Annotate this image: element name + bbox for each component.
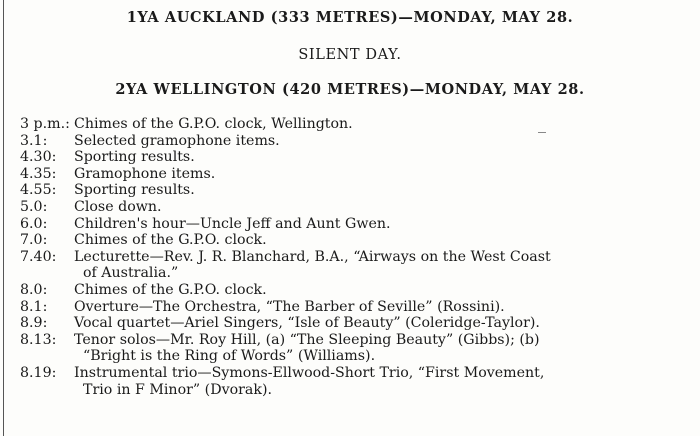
program-time: 8.9: — [20, 315, 48, 332]
program-text: Gramophone items. — [74, 165, 216, 182]
program-item — [20, 199, 696, 216]
program-item — [20, 282, 696, 299]
program-item — [20, 116, 696, 133]
program-list — [20, 116, 696, 398]
program-item — [20, 133, 696, 150]
silent-day-heading: SILENT DAY. — [298, 47, 402, 63]
auckland-heading: 1YA AUCKLAND (333 METRES)—MONDAY, MAY 28. — [126, 9, 574, 26]
program-text-continuation: of Australia.” — [83, 265, 179, 282]
program-time: 7.40: — [20, 248, 57, 265]
program-time: 8.0: — [20, 281, 48, 298]
program-text: Tenor solos—Mr. Roy Hill, (a) “The Sleeping Beauty” (Gibbs); (b) — [74, 331, 540, 348]
program-time: 4.30: — [20, 149, 57, 166]
program-text: Selected gramophone items. — [74, 132, 280, 149]
program-time: 3 p.m.: — [20, 116, 70, 132]
program-item — [20, 315, 696, 332]
program-text: Lecturette—Rev. J. R. Blanchard, B.A., “Airways on the West Coast — [74, 248, 551, 265]
program-item — [20, 332, 696, 349]
column-rule — [3, 0, 4, 436]
program-item — [20, 299, 696, 316]
program-text-continuation: Trio in F Minor” (Dvorak). — [83, 381, 273, 398]
program-time: 6.0: — [20, 215, 48, 232]
wellington-heading: 2YA WELLINGTON (420 METRES)—MONDAY, MAY 28. — [115, 81, 585, 98]
program-text: Sporting results. — [74, 182, 195, 199]
program-time: 4.35: — [20, 165, 57, 182]
program-item — [20, 182, 696, 199]
program-time: 8.1: — [20, 298, 48, 315]
program-text: Chimes of the G.P.O. clock. — [74, 281, 267, 298]
program-item — [20, 249, 696, 266]
program-text: Chimes of the G.P.O. clock, Wellington. — [74, 116, 353, 132]
program-text-continuation: “Bright is the Ring of Words” (Williams). — [83, 348, 376, 365]
program-text: Overture—The Orchestra, “The Barber of Seville” (Rossini). — [74, 298, 505, 315]
program-time: 7.0: — [20, 232, 48, 249]
program-item — [20, 166, 696, 183]
program-time: 4.55: — [20, 182, 57, 199]
program-item — [20, 232, 696, 249]
program-text: Children's hour—Uncle Jeff and Aunt Gwen. — [74, 215, 391, 232]
program-item — [20, 365, 696, 382]
program-text: Close down. — [74, 198, 162, 215]
program-time: 8.13: — [20, 331, 57, 348]
program-time: 8.19: — [20, 364, 57, 381]
program-item — [20, 216, 696, 233]
program-text: Instrumental trio—Symons-Ellwood-Short Trio, “First Movement, — [74, 364, 545, 381]
program-text: Sporting results. — [74, 149, 195, 166]
program-time: 3.1: — [20, 132, 48, 149]
program-text: Vocal quartet—Ariel Singers, “Isle of Beauty” (Coleridge-Taylor). — [74, 315, 540, 332]
program-item — [20, 149, 696, 166]
program-text: Chimes of the G.P.O. clock. — [74, 232, 267, 249]
program-time: 5.0: — [20, 198, 48, 215]
